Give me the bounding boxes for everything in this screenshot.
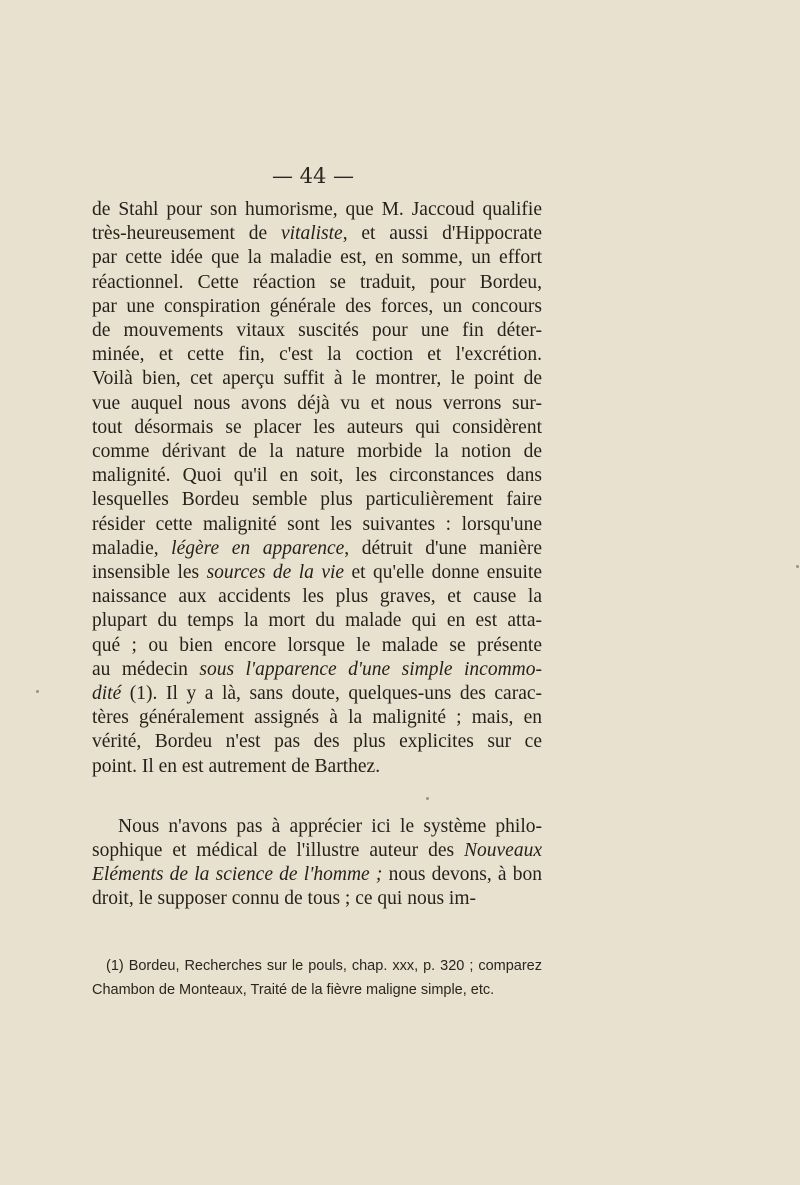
text-line (92, 513, 542, 537)
paragraph-1 (92, 198, 542, 779)
text-line (92, 271, 542, 295)
text-run: plupart du temps la mort du malade qui en est atta- (92, 610, 542, 632)
text-run: , et aussi d'Hippocrate (342, 223, 542, 245)
text-line (92, 730, 542, 754)
text-run: insensible les (92, 562, 207, 584)
text-run: nous devons, à bon (382, 864, 542, 886)
text-run: vue auquel nous avons déjà vu et nous verrons sur- (92, 392, 542, 414)
text-line (92, 367, 542, 391)
text-line (92, 585, 542, 609)
text-line (92, 440, 542, 464)
text-run: Voilà bien, cet aperçu suffit à le montrer, le point de (92, 368, 542, 390)
text-run: de Stahl pour son humorisme, que M. Jaccoud qualifie (92, 199, 542, 220)
text-line (92, 658, 542, 682)
text-run: tout désormais se placer les auteurs qui considèrent (92, 416, 542, 438)
text-line (92, 609, 542, 633)
italic-text-run: Eléments de la science de l'homme ; (92, 864, 383, 886)
text-run: résider cette malignité sont les suivantes : lorsqu'une (92, 513, 542, 535)
text-line (92, 464, 542, 488)
text-line (92, 222, 542, 246)
text-run: très-heureusement de (92, 223, 281, 245)
text-run: par cette idée que la maladie est, en somme, un effort (92, 247, 542, 269)
text-run: , détruit d'une manière (344, 537, 542, 559)
italic-text-run: sources de la vie (206, 562, 345, 584)
text-run: sophique et médical de l'illustre auteur des (92, 840, 465, 862)
text-line (92, 815, 542, 839)
text-run: droit, le supposer connu de tous ; ce qui nous im- (92, 888, 476, 910)
text-run: de mouvements vitaux suscités pour une fin déter- (92, 320, 542, 342)
text-line (92, 887, 542, 911)
text-run: vérité, Bordeu n'est pas des plus explicites sur ce (92, 731, 542, 753)
text-line (92, 319, 542, 343)
text-run: Nous n'avons pas à apprécier ici le système philo- (118, 815, 542, 837)
text-run: tères généralement assignés à la malignité ; mais, en (92, 707, 542, 729)
text-line (92, 634, 542, 658)
text-run: minée, et cette fin, c'est la coction et l'excrétion. (92, 344, 542, 366)
text-run: malignité. Quoi qu'il en soit, les circonstances dans (92, 465, 542, 487)
text-line (92, 755, 542, 779)
text-run: naissance aux accidents les plus graves, et cause la (92, 586, 542, 608)
italic-text-run: Nouveaux (464, 840, 542, 862)
text-line (92, 416, 542, 440)
paper-speck (426, 797, 429, 800)
paragraph-gap (92, 779, 542, 815)
text-run: qué ; ou bien encore lorsque le malade se présente (92, 634, 542, 656)
text-line (92, 246, 542, 270)
text-line (92, 343, 542, 367)
text-run: et qu'elle donne ensuite (344, 562, 543, 584)
text-line (92, 392, 542, 416)
paper-speck (36, 690, 39, 693)
text-run: point. Il en est autrement de Barthez. (92, 755, 381, 777)
text-run: maladie, (92, 537, 172, 559)
footnote-line: (1) Bordeu, Recherches sur le pouls, chap. xxx, p. 320 ; comparez (106, 958, 542, 974)
text-run: par une conspiration générale des forces, un concours (92, 295, 542, 317)
paragraph-2 (92, 815, 542, 912)
italic-text-run: légère en apparence (171, 537, 345, 559)
footnote (92, 954, 542, 1002)
italic-text-run: dité (92, 683, 122, 705)
italic-text-run: sous l'apparence d'une simple incommo- (199, 658, 542, 680)
text-run: (1). Il y a là, sans doute, quelques-uns des carac- (121, 683, 542, 705)
paper-speck (796, 565, 799, 568)
text-line (92, 198, 542, 222)
text-line (92, 295, 542, 319)
text-run: lesquelles Bordeu semble plus particulièrement faire (92, 489, 542, 511)
text-line (92, 561, 542, 585)
text-line (92, 682, 542, 706)
footnote-line: Chambon de Monteaux, Traité de la fièvre maligne simple, etc. (92, 982, 495, 998)
text-run: réactionnel. Cette réaction se traduit, pour Bordeu, (92, 271, 542, 293)
text-line (92, 706, 542, 730)
text-line (92, 863, 542, 887)
italic-text-run: vitaliste (280, 223, 343, 245)
text-run: comme dérivant de la nature morbide la notion de (92, 441, 542, 463)
text-line (92, 537, 542, 561)
text-line (92, 488, 542, 512)
text-run: au médecin (92, 658, 200, 680)
page-number: — 44 — (271, 164, 355, 188)
body-text (92, 198, 542, 912)
text-line (92, 839, 542, 863)
